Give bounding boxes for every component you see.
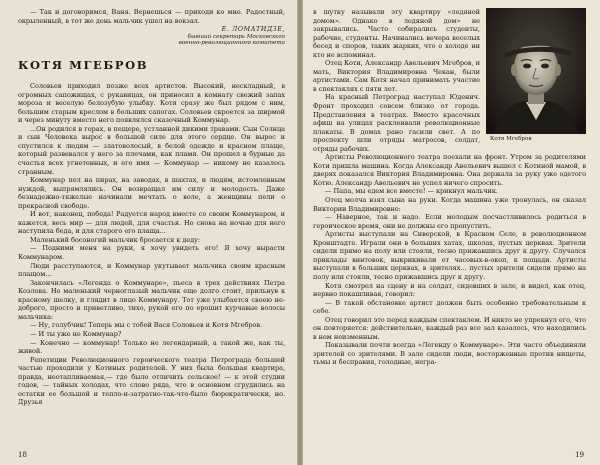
paragraph: — Ну, голубчик! Теперь мы с тобой Вася Соловьев и Котя Мгебров.: [30, 321, 263, 330]
chapter-title: КОТЯ МГЕБРОВ: [18, 58, 149, 73]
portrait-photo: [486, 8, 586, 134]
paragraph: Отец молча взял сына на руки. Когда машина уже тронулась, он сказал Виктории Владимировне:: [313, 196, 586, 213]
page-number: 19: [575, 451, 584, 459]
lead-paragraph: — Так и договоримся, Ваня. Вернешься — приходи ко мне. Радостный, окрыленный, в тот же день мальчик ушел на вокзал.: [18, 8, 285, 25]
photo-caption: Котя Мгебров: [490, 136, 532, 142]
paragraph: Отец говорил это перед каждым спектаклем. И никто не упрекнул его, что он повторяется: действительно, каждый раз все зал казалось, что находились в нем неизменным.: [313, 315, 586, 341]
boy-portrait-image: [486, 8, 586, 134]
paragraph: И вот, наконец, победа! Радуется народ вместе со своим Коммунаром, и кажется, весь мир — для людей, для счастья. Но снова на ночью для него наступила беда, и для старого его плаща...: [18, 210, 285, 236]
paragraph: Показывали почти всегда «Легенду о Коммунаре». Эти часто объединяли зрителей со зрителями. В зале сидели люди, восторженные против нищеты, тьмы и бесправия, голодные, негра-: [313, 341, 586, 367]
paragraph: Люди расступаются, и Коммунар укутывает мальчика своим красным плащом...: [18, 261, 285, 279]
signature-line: бывший секретарь Московского: [187, 33, 285, 40]
paragraph: Репетиции Революционного героического театра Петрограда большей частью проходили у Котиных родителей. У них была большая квартира, правда, неотапливаемая,— где было отличить сельское! — к этой студии годов, — тайных холодах, что слово ряда, что в основном сгрудились на остатки ее большой и тепло-и-затратно-так-что-было бюрократически, но. Друзья: [18, 355, 285, 407]
page-number: 18: [18, 451, 27, 459]
paragraph: Закончилась «Легенда о Коммунаре», пьеса в трех действиях Петра Козлова. Но маленький черноглазый мальчик еще долго стоит, прильнув к красному шелку, и глядит в лицо Коммунару. Тот уже улыбается своею не-доброго, просто и приветливо, тихо, рукой его по ерошит курчавые волосы мальчика:: [18, 278, 285, 321]
signature-name: Е. ЛОМАТИДЗЕ,: [221, 26, 285, 34]
paragraph: На красный Петроград наступал Юденич. Фронт проходил совсем близко от города. Представления в театрах. Вместо красочных афиш на улицах расклеивали революционные плакаты. В домах рано гасили свет. А по проспекту шли отряды матросов, солдат, отряды рабочих.: [313, 93, 480, 153]
paragraph: Котя смотрел на сцену и на солдат, сидевших в зале, и видел, как отец, нервно покашливая, говорил:: [313, 281, 586, 299]
paragraph: — Папа, мы едем все вместе! — крикнул мальчик.: [325, 187, 498, 196]
paragraph: Артисты выступали на Сиверской, в Красном Селе, в революционном Кронштадте. Играли они в больших хатах, школах, пустых церквах. Зрители сидели прямо на полу или стояли, тесно прижавшись друг к другу. Случался приклады винтовок, выкрикивали от часовых-в-окоп, к пощади. Артисты выступали в больших церквах, в зрителях... пустых зрители сидели прямо на полу или стояли, тесно прижавшись друг к другу.: [313, 230, 586, 281]
paragraph: ...Он родился в горах, в пещере, устланной дикими травами. Сын Солнца и сын Человека вырос в большой силе для этого сердце. Он вырос и спустился к людям — златоволосый, в белой одежде и красном плаще, который развевался у него за плечами, как пламя. Он прошел в бурные да счастья всех угнетенных, и его имя — Коммунар — никому не казалось странным.: [18, 124, 285, 176]
paragraph: Соловьев приходил позже всех артистов. Высокий, нескладный, в огромных сапожищах, с рукавицах, он приносил в комнату свежий запах мороза и веселую белозубую улыбку. Котя сразу же был рядом с ним, большим старым креслом в больших сапогах. Соловьев скроется за ширмой и через минуту вместо него появлялся сказочный Коммунар.: [18, 82, 285, 125]
right-page: [303, 0, 600, 465]
left-page: [0, 0, 297, 465]
paragraph: — Наверное, так и надо. Если молодым посчастливилось родиться в героическое время, они не должны его пропустить.: [313, 213, 586, 230]
paragraph: — Конечно — коммунар! Только не легендарный, а такой же, как ты, живой.: [18, 338, 285, 356]
paragraph: Маленький босоногий мальчик бросается к деду:: [30, 235, 201, 244]
paragraph: — Подними меня на руки, я хочу увидеть его! Я хочу вырасти Коммунаром.: [18, 244, 285, 262]
paragraph: Коммунар пел на пирах, на заводах, в шахтах, и людям, истомленным нуждой, выпрямлялись. Он возвращал им силу и молодость. Даже безнадежно-тяжелые начинали мечтать о воле, а женщины пели о прекрасной свободе.: [18, 176, 285, 210]
paragraph: Артисты Революционного театра поехали на фронт. Утром за родителями Коти пришла машина. Когда Александр Авельевич вышел с Котиной мамой, в дверях показался Виктория Владимировна. Она держала за руку уже одетого Котю. Александр Авельевич не успел ничего спросить.: [313, 153, 586, 187]
paragraph: в шутку называли эту квартиру «ледяной домом». Однако в ледяной дом» не закрывались. Часто собирались студенты, рабочие, студенты. Начинались вечера веселых бесед и споров, таких жарких, что о холоде ни кто не вспоминал.: [313, 8, 480, 59]
paragraph: — В такой обстановке артист должен быть особенно требовательным к себе.: [313, 298, 586, 316]
paragraph: — И ты уже не Коммунар?: [30, 329, 122, 338]
portrait-figure: [486, 8, 586, 143]
author-signature: [18, 26, 285, 46]
signature-line: военно-революционного комитета: [178, 39, 285, 46]
paragraph: Отец Коти, Александр Авельевич Мгебров, и мать, Виктория Владимировна Чекан, были артистами. Сам Котя начал принимать участие в спектаклях с пяти лет.: [313, 59, 480, 93]
